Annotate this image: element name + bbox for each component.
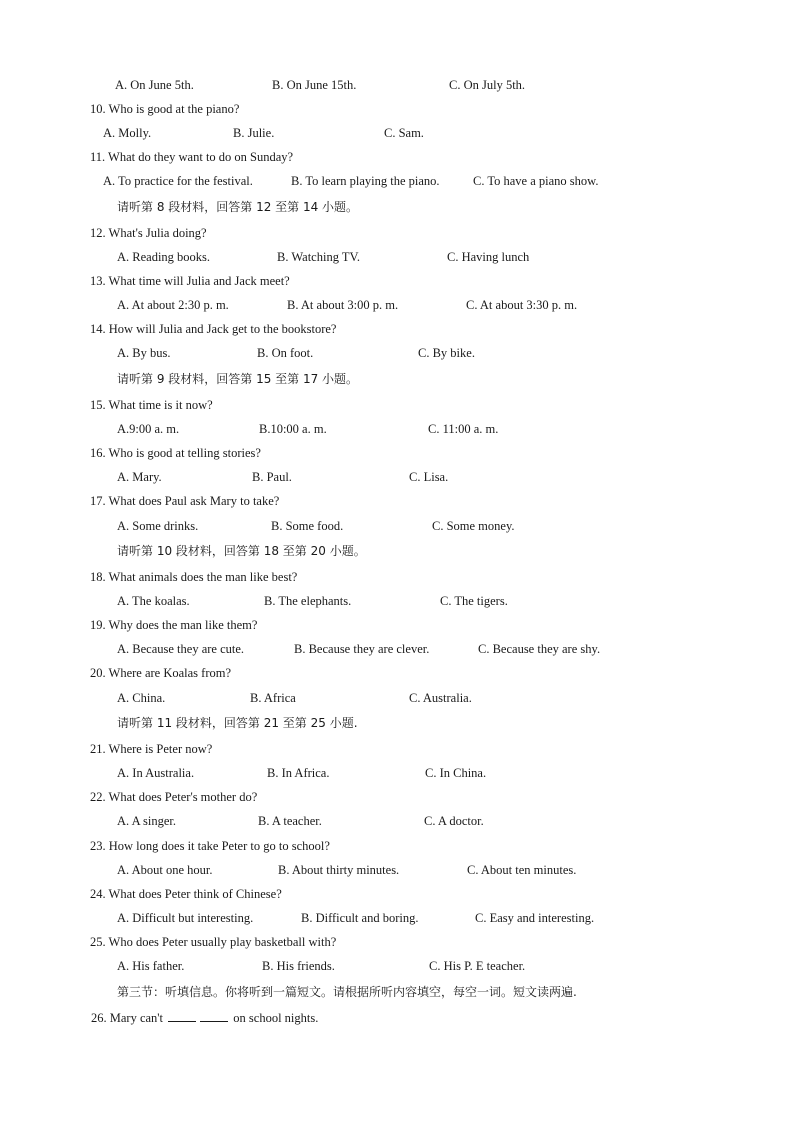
question-17: 17. What does Paul ask Mary to take? [90, 494, 280, 508]
option-a: A. The koalas. [117, 594, 190, 608]
option-a: A. Reading books. [117, 250, 211, 264]
option-a: A.9:00 a. m. [117, 422, 180, 436]
question-22: 22. What does Peter's mother do? [90, 790, 258, 804]
option-b: B. At about 3:00 p. m. [287, 298, 399, 312]
option-a: A. Molly. [103, 126, 152, 140]
question-23: 23. How long does it take Peter to go to school? [90, 839, 330, 853]
option-c: C. Some money. [432, 519, 515, 533]
question-26 [91, 1010, 318, 1026]
option-b: B. On June 15th. [272, 78, 357, 92]
section-instruction-8: 请听第 8 段材料，回答第 12 至第 14 小题。 [117, 200, 359, 214]
option-c: C. About ten minutes. [467, 863, 577, 877]
option-c: C. To have a piano show. [473, 174, 599, 188]
option-a: A. On June 5th. [115, 78, 194, 92]
question-15: 15. What time is it now? [90, 398, 213, 412]
option-b: B. In Africa. [267, 766, 330, 780]
option-c: C. Easy and interesting. [475, 911, 595, 925]
answer-blank[interactable] [200, 1010, 228, 1022]
question-12: 12. What's Julia doing? [90, 226, 207, 240]
option-b: B. About thirty minutes. [278, 863, 400, 877]
option-b: B. Julie. [233, 126, 275, 140]
option-a: A. His father. [117, 959, 185, 973]
question-18: 18. What animals does the man like best? [90, 570, 298, 584]
option-c: C. Sam. [384, 126, 424, 140]
option-c: C. Lisa. [409, 470, 449, 484]
question-26-before: 26. Mary can't [91, 1011, 164, 1025]
answer-blank[interactable] [168, 1010, 196, 1022]
question-21: 21. Where is Peter now? [90, 742, 213, 756]
option-c: C. In China. [425, 766, 487, 780]
option-b: B. The elephants. [264, 594, 352, 608]
option-b: B. Paul. [252, 470, 292, 484]
option-b: B. Some food. [271, 519, 344, 533]
option-c: C. By bike. [418, 346, 475, 360]
option-a: A. A singer. [117, 814, 177, 828]
option-c: C. At about 3:30 p. m. [466, 298, 578, 312]
part-three-instruction: 第三节：听填信息。你将听到一篇短文。请根据所听内容填空，每空一词。短文读两遍. [117, 985, 577, 999]
section-instruction-11: 请听第 11 段材料，回答第 21 至第 25 小题. [117, 716, 358, 730]
option-b: B.10:00 a. m. [259, 422, 327, 436]
option-b: B. A teacher. [258, 814, 322, 828]
option-c: C. 11:00 a. m. [428, 422, 499, 436]
question-10: 10. Who is good at the piano? [90, 102, 240, 116]
option-b: B. To learn playing the piano. [291, 174, 440, 188]
question-24: 24. What does Peter think of Chinese? [90, 887, 282, 901]
option-a: A. Some drinks. [117, 519, 199, 533]
section-instruction-9: 请听第 9 段材料，回答第 15 至第 17 小题。 [117, 372, 359, 386]
option-a: A. By bus. [117, 346, 171, 360]
question-25: 25. Who does Peter usually play basketball with? [90, 935, 337, 949]
question-14: 14. How will Julia and Jack get to the bookstore? [90, 322, 337, 336]
option-c: C. Because they are shy. [478, 642, 601, 656]
option-c: C. On July 5th. [449, 78, 526, 92]
option-c: C. A doctor. [424, 814, 484, 828]
option-b: B. Africa [250, 691, 296, 705]
option-a: A. In Australia. [117, 766, 195, 780]
option-b: B. On foot. [257, 346, 314, 360]
option-c: C. Australia. [409, 691, 472, 705]
question-20: 20. Where are Koalas from? [90, 666, 232, 680]
option-a: A. At about 2:30 p. m. [117, 298, 229, 312]
option-a: A. About one hour. [117, 863, 213, 877]
section-instruction-10: 请听第 10 段材料，回答第 18 至第 20 小题。 [117, 544, 366, 558]
option-c: C. The tigers. [440, 594, 508, 608]
option-c: C. Having lunch [447, 250, 530, 264]
option-a: A. Mary. [117, 470, 162, 484]
option-a: A. Because they are cute. [117, 642, 245, 656]
option-c: C. His P. E teacher. [429, 959, 526, 973]
option-b: B. His friends. [262, 959, 335, 973]
option-a: A. China. [117, 691, 166, 705]
option-b: B. Because they are clever. [294, 642, 430, 656]
question-11: 11. What do they want to do on Sunday? [90, 150, 294, 164]
question-16: 16. Who is good at telling stories? [90, 446, 261, 460]
option-b: B. Difficult and boring. [301, 911, 419, 925]
question-26-after: on school nights. [233, 1011, 319, 1025]
option-a: A. Difficult but interesting. [117, 911, 254, 925]
question-19: 19. Why does the man like them? [90, 618, 258, 632]
option-b: B. Watching TV. [277, 250, 361, 264]
question-13: 13. What time will Julia and Jack meet? [90, 274, 290, 288]
option-a: A. To practice for the festival. [103, 174, 253, 188]
